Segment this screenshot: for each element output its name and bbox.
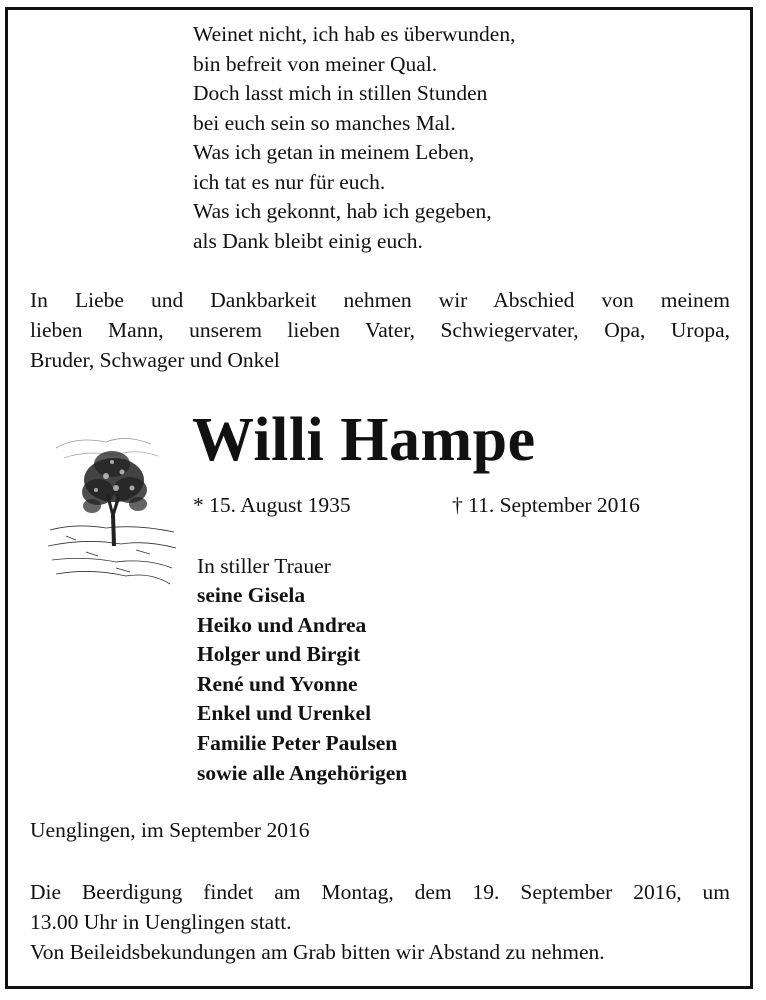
intro-line: lieben Mann, unserem lieben Vater, Schwiegervater, Opa, Uropa,: [30, 318, 730, 342]
death-date: † 11. September 2016: [452, 493, 640, 517]
farewell-intro: [30, 285, 730, 375]
mourner-name: seine Gisela: [197, 583, 306, 607]
poem-line: Was ich gekonnt, hab ich gegeben,: [193, 199, 492, 223]
funeral-line: Die Beerdigung findet am Montag, dem 19. September 2016, um: [30, 880, 730, 904]
funeral-line: 13.00 Uhr in Uenglingen statt.: [30, 910, 292, 934]
birth-date: * 15. August 1935: [193, 493, 351, 517]
poem-line: bei euch sein so manches Mal.: [193, 110, 456, 135]
mourners-list: [197, 581, 407, 788]
mourner-name: sowie alle Angehörigen: [197, 760, 408, 785]
mourner-name: René und Yvonne: [197, 671, 358, 696]
mourner-name: Familie Peter Paulsen: [197, 730, 398, 755]
funeral-line: Von Beileidsbekundungen am Grab bitten wir Abstand zu nehmen.: [30, 940, 605, 964]
poem-line: Was ich getan in meinem Leben,: [193, 140, 475, 164]
tree-illustration: [46, 428, 178, 590]
poem-line: ich tat es nur für euch.: [193, 169, 386, 194]
mourning-label: In stiller Trauer: [197, 554, 331, 578]
mourner-name: Heiko und Andrea: [197, 612, 367, 637]
poem-line: als Dank bleibt einig euch.: [193, 228, 423, 253]
intro-line: Bruder, Schwager und Onkel: [30, 348, 280, 372]
poem-line: Doch lasst mich in stillen Stunden: [193, 81, 488, 105]
mourner-name: Holger und Birgit: [197, 642, 361, 667]
poem-line: Weinet nicht, ich hab es überwunden,: [193, 22, 516, 46]
poem: [193, 20, 515, 256]
poem-line: bin befreit von meiner Qual.: [193, 51, 438, 76]
deceased-name: Willi Hampe: [192, 406, 536, 474]
mourner-name: Enkel und Urenkel: [197, 701, 372, 726]
funeral-info: [30, 877, 730, 967]
place-date: Uenglingen, im September 2016: [30, 818, 310, 842]
intro-line: In Liebe und Dankbarkeit nehmen wir Abschied von meinem: [30, 288, 730, 312]
